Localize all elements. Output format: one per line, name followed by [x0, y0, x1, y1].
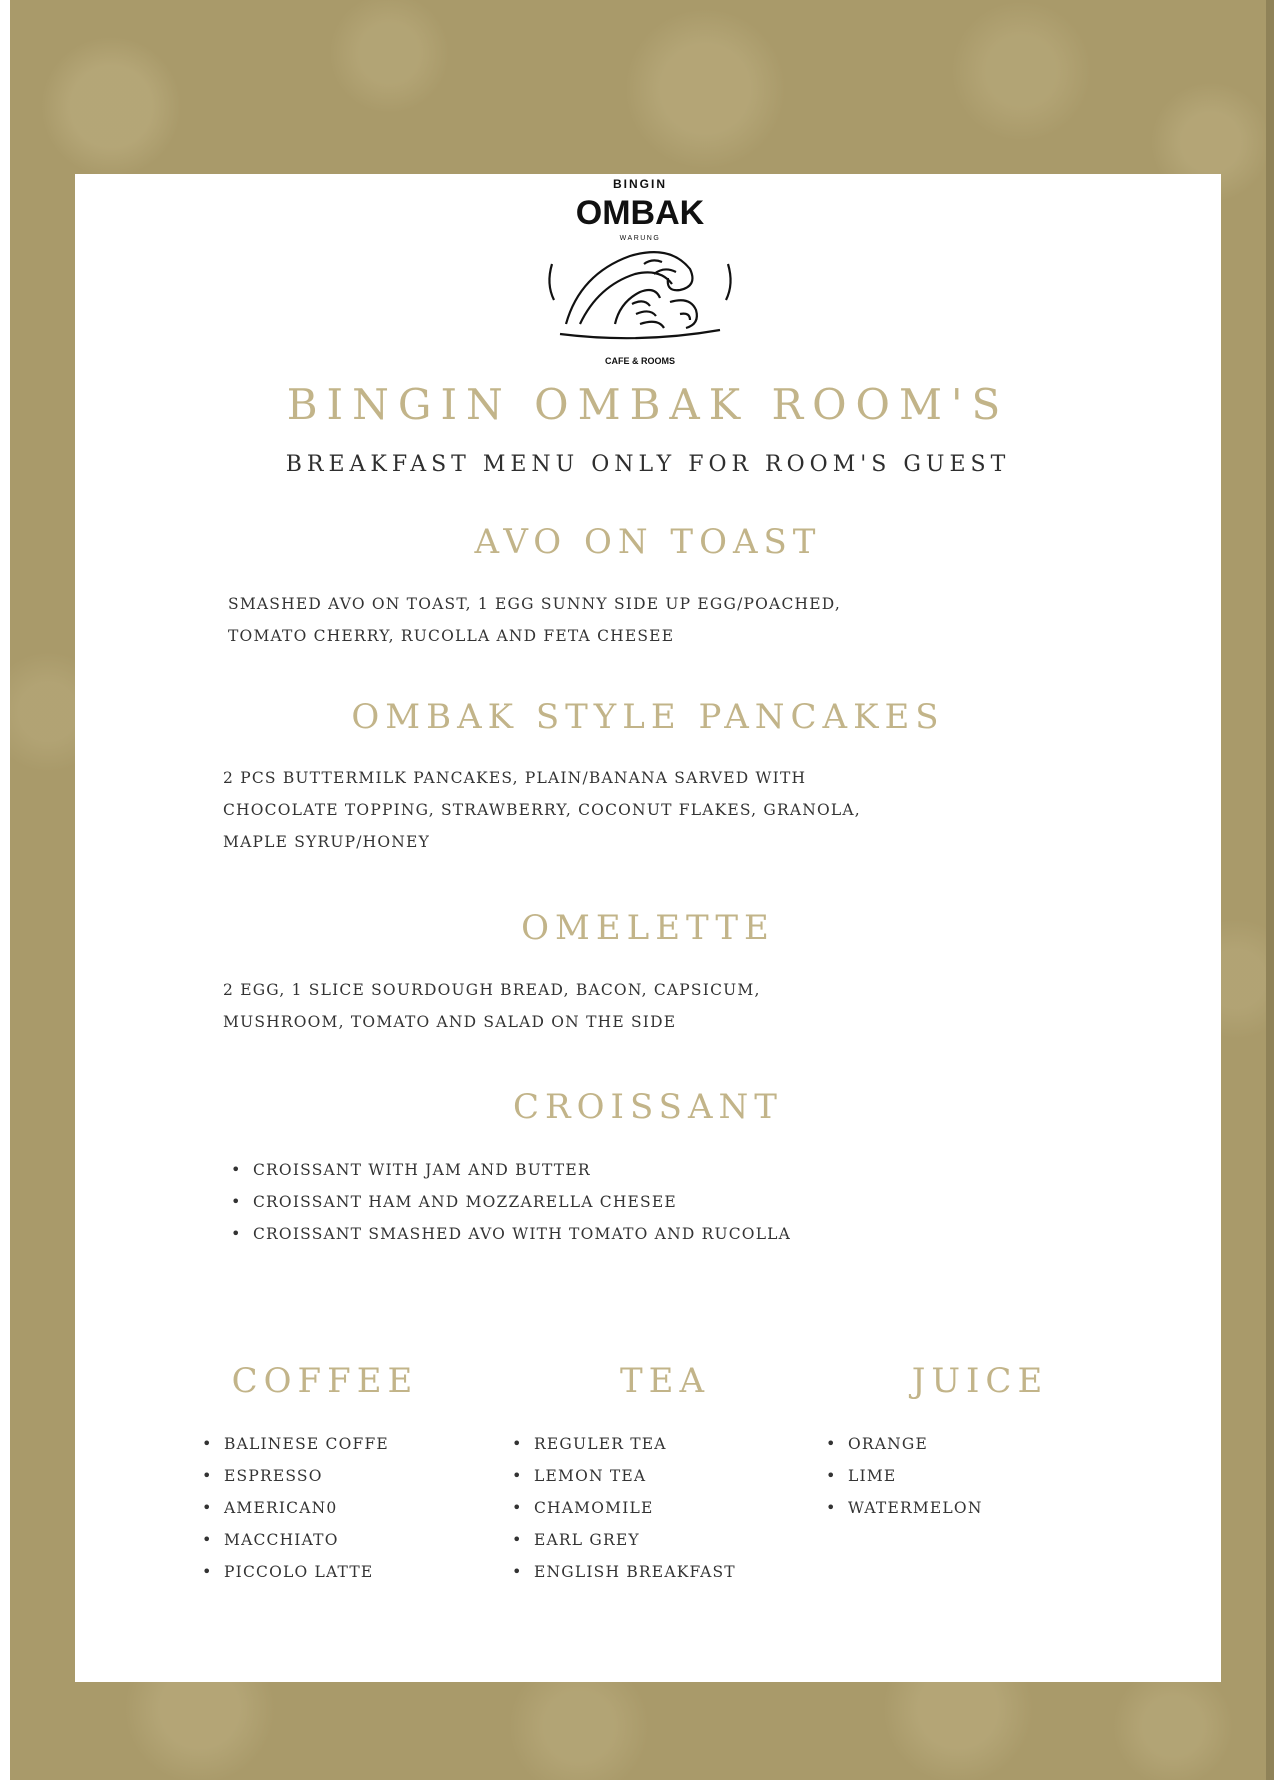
coffee-list	[202, 1428, 389, 1588]
desc-line: 2 EGG, 1 SLICE SOURDOUGH BREAD, BACON, CAPSICUM,	[223, 981, 761, 999]
list-item: • CROISSANT WITH JAM AND BUTTER	[231, 1154, 791, 1186]
desc-line: MUSHROOM, TOMATO AND SALAD ON THE SIDE	[223, 1013, 677, 1031]
list-item: • CROISSANT HAM AND MOZZARELLA CHESEE	[231, 1186, 791, 1218]
logo-sub-text: WARUNG	[619, 235, 661, 242]
desc-line: TOMATO CHERRY, RUCOLLA AND FETA CHESEE	[228, 627, 675, 645]
list-item: • EARL GREY	[512, 1524, 736, 1556]
section-title-omelette: OMELETTE	[521, 908, 775, 948]
croissant-list	[231, 1154, 791, 1250]
section-desc-omelette	[223, 974, 761, 1038]
section-title-avo: AVO ON TOAST	[474, 522, 822, 562]
list-item: • BALINESE COFFE	[202, 1428, 389, 1460]
list-item: • WATERMELON	[826, 1492, 983, 1524]
desc-line: SMASHED AVO ON TOAST, 1 EGG SUNNY SIDE UP EGG/POACHED,	[228, 595, 841, 613]
list-item: • CROISSANT SMASHED AVO WITH TOMATO AND RUCOLLA	[231, 1218, 791, 1250]
wave-icon	[549, 252, 730, 338]
ombak-logo	[540, 174, 740, 374]
desc-line: MAPLE SYRUP/HONEY	[223, 833, 430, 851]
section-desc-pancakes	[223, 762, 861, 858]
juice-title: JUICE	[911, 1361, 1049, 1401]
page-title: BINGIN OMBAK ROOM'S	[286, 380, 1010, 429]
desc-line: CHOCOLATE TOPPING, STRAWBERRY, COCONUT FLAKES, GRANOLA,	[223, 801, 861, 819]
page-subtitle: BREAKFAST MENU ONLY FOR ROOM'S GUEST	[285, 452, 1011, 477]
list-item: • ORANGE	[826, 1428, 983, 1460]
list-item: • ENGLISH BREAKFAST	[512, 1556, 736, 1588]
section-title-pancakes: OMBAK STYLE PANCAKES	[351, 697, 945, 737]
logo-brand: OMBAK	[575, 194, 705, 232]
list-item: • LIME	[826, 1460, 983, 1492]
list-item: • ESPRESSO	[202, 1460, 389, 1492]
logo-bottom-text: CAFE & ROOMS	[604, 356, 676, 366]
list-item: • AMERICAN0	[202, 1492, 389, 1524]
section-desc-avo	[228, 588, 841, 652]
logo-top-text: BINGIN	[613, 177, 667, 191]
list-item: • LEMON TEA	[512, 1460, 736, 1492]
list-item: • PICCOLO LATTE	[202, 1556, 389, 1588]
section-title-croissant: CROISSANT	[513, 1087, 783, 1127]
juice-list	[826, 1428, 983, 1524]
coffee-title: COFFEE	[231, 1361, 419, 1401]
list-item: • MACCHIATO	[202, 1524, 389, 1556]
list-item: • CHAMOMILE	[512, 1492, 736, 1524]
list-item: • REGULER TEA	[512, 1428, 736, 1460]
desc-line: 2 PCS BUTTERMILK PANCAKES, PLAIN/BANANA SARVED WITH	[223, 769, 807, 787]
tea-title: TEA	[619, 1361, 711, 1401]
tea-list	[512, 1428, 736, 1588]
